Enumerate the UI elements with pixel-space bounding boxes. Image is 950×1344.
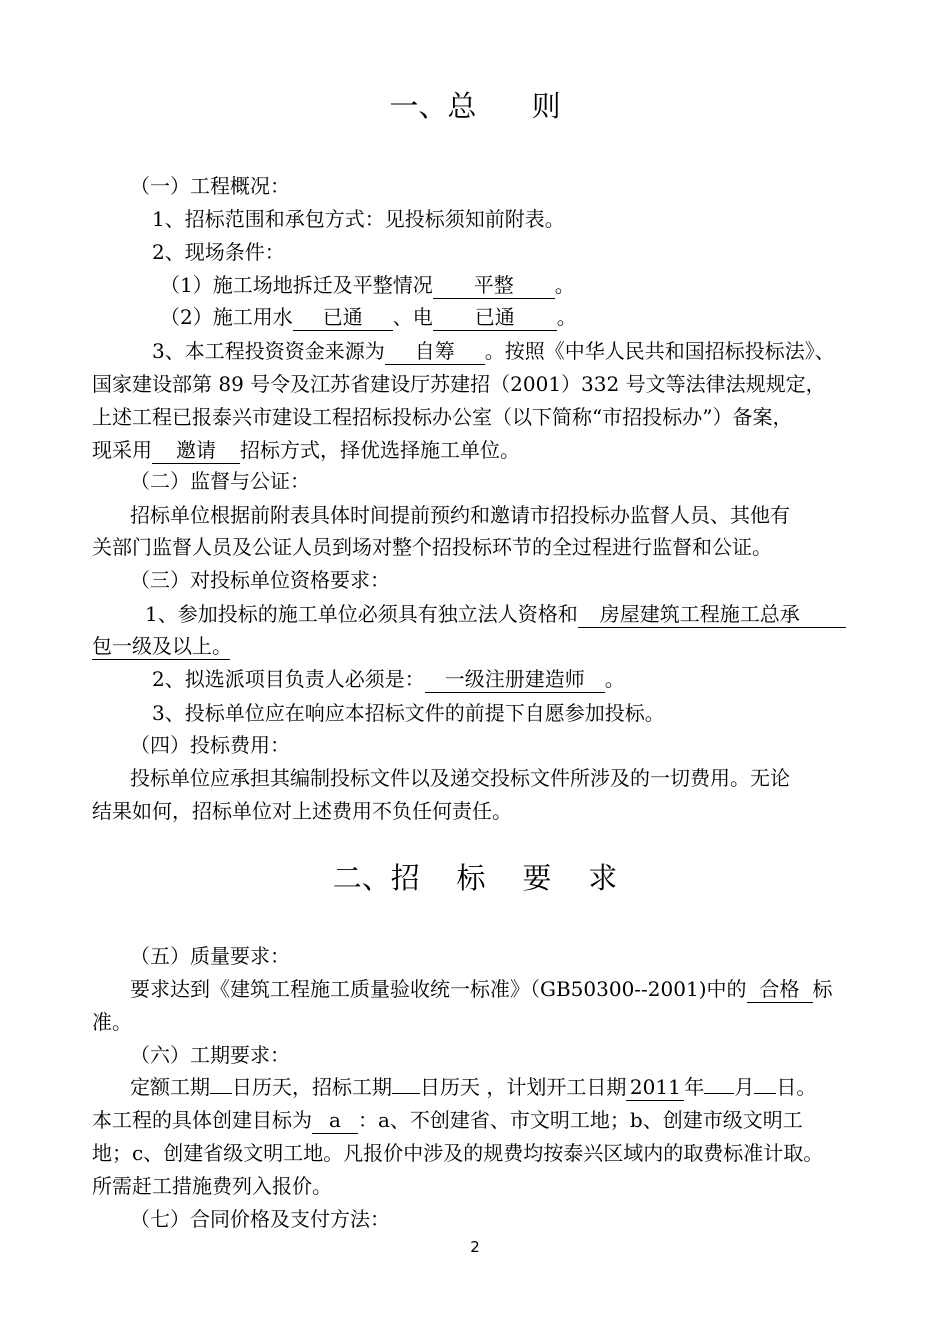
field-qualification-level: 房屋建筑工程施工总承 (578, 601, 846, 628)
paragraph-line: 地；c、创建省级文明工地。凡报价中涉及的规费均按泰兴区域内的取费标准计取。 (92, 1141, 824, 1165)
page-number: 2 (470, 1238, 480, 1256)
paragraph-line (92, 1106, 803, 1134)
paragraph-line (92, 436, 520, 464)
field-start-year: 2011 (626, 1074, 684, 1101)
text: 标 (812, 977, 833, 1001)
text: 定额工期 (130, 1075, 210, 1099)
text: 、电 (392, 305, 433, 329)
item-scope: 1、招标范围和承包方式：见投标须知前附表。 (152, 207, 565, 231)
field-start-month (704, 1093, 734, 1094)
field-water: 已通 (293, 304, 393, 331)
heading-schedule: （六）工期要求： (130, 1043, 290, 1067)
paragraph-line (130, 1073, 816, 1101)
text: ：a、不创建省、市文明工地；b、创建市级文明工 (358, 1108, 803, 1132)
text: 。 (604, 667, 625, 691)
text: 日历天，招标工期 (232, 1075, 392, 1099)
text: 。 (554, 273, 575, 297)
field-quality-grade: 合格 (747, 976, 813, 1003)
heading-contract-price: （七）合同价格及支付方法： (130, 1207, 390, 1231)
paragraph-line (130, 975, 833, 1003)
heading-qualification: （三）对投标单位资格要求： (130, 568, 390, 592)
field-quota-days (210, 1093, 232, 1094)
paragraph-line: 招标单位根据前附表具体时间提前预约和邀请市招投标办监督人员、其他有 (130, 503, 790, 527)
item-project-manager (152, 665, 625, 693)
paragraph-line: 准。 (92, 1010, 132, 1034)
text: 年 (684, 1075, 705, 1099)
text: 招标方式，择优选择施工单位。 (240, 438, 520, 462)
text: （2）施工用水 (160, 305, 293, 329)
heading-supervision: （二）监督与公证： (130, 469, 310, 493)
text: （1）施工场地拆迁及平整情况 (160, 273, 433, 297)
field-power: 已通 (433, 304, 557, 331)
heading-project-overview: （一）工程概况： (130, 174, 290, 198)
heading-quality: （五）质量要求： (130, 944, 290, 968)
section-title-general: 一、总 则 (389, 89, 561, 123)
text: 本工程的具体创建目标为 (92, 1108, 312, 1132)
text: 1、参加投标的施工单位必须具有独立法人资格和 (145, 602, 578, 626)
field-bid-method: 邀请 (152, 437, 240, 464)
heading-bid-cost: （四）投标费用： (130, 733, 290, 757)
text: 。按照《中华人民共和国招标投标法》、 (484, 339, 835, 363)
item-water-power (160, 303, 577, 331)
text: 3、本工程投资资金来源为 (152, 339, 385, 363)
paragraph-line: 国家建设部第 89 号令及江苏省建设厅苏建招（2001）332 号文等法律法规规定， (92, 372, 826, 396)
field-manager-cert: 一级注册建造师 (425, 666, 605, 693)
paragraph-line (92, 632, 230, 660)
field-target: a (312, 1107, 358, 1134)
item-funding-source (152, 337, 835, 365)
item-legal-entity (145, 600, 846, 628)
item-voluntary: 3、投标单位应在响应本招标文件的前提下自愿参加投标。 (152, 701, 665, 725)
field-funding: 自筹 (385, 338, 485, 365)
field-site-state: 平整 (433, 272, 555, 299)
section-title-requirements: 二、招 标 要 求 (332, 861, 618, 895)
paragraph-line: 所需赶工措施费列入报价。 (92, 1174, 332, 1198)
paragraph-line: 结果如何，招标单位对上述费用不负任何责任。 (92, 799, 512, 823)
text: 月 (734, 1075, 755, 1099)
field-qualification-level-cont: 包一级及以上。 (92, 634, 232, 658)
text: 要求达到《建筑工程施工质量验收统一标准》（GB50300--2001)中的 (130, 977, 747, 1001)
paragraph-line: 上述工程已报泰兴市建设工程招标投标办公室（以下简称“市招投标办”）备案， (92, 405, 793, 429)
field-tender-days (392, 1093, 420, 1094)
item-site-demolition (160, 271, 575, 299)
text: 日。 (776, 1075, 817, 1099)
text: 现采用 (92, 438, 152, 462)
text: 2、拟选派项目负责人必须是： (152, 667, 425, 691)
item-site-conditions: 2、现场条件： (152, 240, 285, 264)
text: 日历天 ，计划开工日期 (420, 1075, 627, 1099)
field-start-day (754, 1093, 776, 1094)
paragraph-line: 关部门监督人员及公证人员到场对整个招投标环节的全过程进行监督和公证。 (92, 535, 772, 559)
paragraph-line: 投标单位应承担其编制投标文件以及递交投标文件所涉及的一切费用。无论 (130, 766, 790, 790)
text: 。 (556, 305, 577, 329)
